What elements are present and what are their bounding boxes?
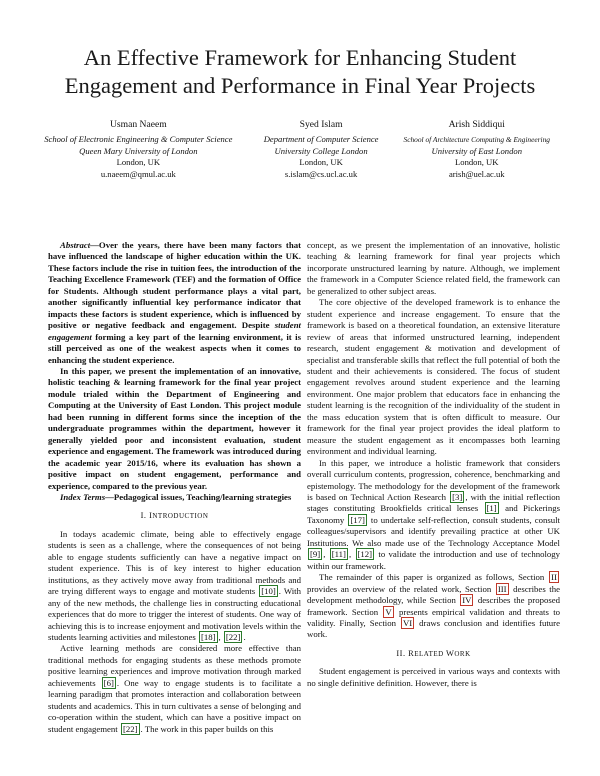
author-name: Syed Islam [299,119,343,130]
author-city: London, UK [116,157,161,168]
abstract-label: Abstract [60,240,91,250]
intro-paragraph-4: In this paper, we introduce a holistic framework that considers overall curriculum contents, progression, coherence, benchmarking and epistemology. The methodology for the development of the framework is based on Technical Action Research [3] , with the initial reflection stages constituting Brookfields critical lenses [1] and Pickerings Taxonomy [17] to undertake self-reflection, consult students, consult colleagues/supervisors and identify prevailing practice at other UK Institutions. We also made use of the Technology Acceptance Model [9] , [11] , [12] to validate the introduction and use of technology within our framework. [307,457,561,571]
section-link[interactable]: VI [402,617,413,628]
author-3 [400,118,554,180]
emphasis-student-engagement: student engagement [48,320,301,342]
author-email: u.naeem@qmul.ac.uk [100,168,176,179]
author-institution: University of East London [431,145,522,156]
author-1 [36,118,241,180]
section-link[interactable]: V [385,606,392,617]
intro-paragraph-1: In todays academic climate, being able to effectively engage students is seen as a challenge, where the consequences of not being able to engage students sufficiently can have a negative impact on student experience. This is of key interest to higher education institutions, as they actively move away from traditional methods and are trying different ways to engage and motivate students [10] . With any of the new methods, the challenge lies in constructing educational experiences that do more to trigger the interest of students. One way of achieving this is to increase enjoyment and motivation levels within the students learning activities and milestones [18] , [22] . [48,528,301,642]
section-link[interactable]: IV [462,595,472,606]
intro-paragraph-2: Active learning methods are considered more effective than traditional methods for engaging students as these methods promote positive learning experiences and improve motivation through marked achievements [6] . One way to engage students is to facilitate a learning paradigm that promotes interaction and collaboration between students and academics. This in turn cultivates a sense of belonging and co-operation within the student, which can have a positive impact on student engagement [22] . The work in this paper builds on this [48,643,301,734]
paper-title: An Effective Framework for Enhancing Student Engagement and Performance in Final Year Projects [64,45,536,98]
author-department: Department of Computer Science [263,134,379,144]
citation-link[interactable]: [6] [103,677,114,688]
author-department: School of Architecture Computing & Engineering [403,135,550,144]
author-email: s.islam@cs.ucl.ac.uk [284,168,358,179]
citation-link[interactable]: [11] [331,549,346,560]
author-institution: University College London [274,145,368,156]
index-terms-label: Index Terms [60,491,106,502]
abstract-paragraph-2: In this paper, we present the implementation of an innovative, holistic teaching & learning framework for the final year project module trialed within the Department of Engineering and Computing at the University of East London. This project module had been running in different forms since the inception of the undergraduate programmes within the department, however it generally yielded poor and inconsistent evaluation, student experience and engagement. The framework was introduced during the academic year 2015/16, where its evaluation has shown a positive impact on student engagement, performance and experience, compared to the previous year. [48,365,301,491]
author-block [46,118,554,180]
citation-link[interactable]: [1] [486,503,497,514]
intro-paragraph-2-continued: concept, as we present the implementation of an innovative, holistic teaching & learning framework for final year projects which incorporate unstructured learning by nature. Although, we implement the framework in a Computer Science related field, the framework can be generalized to other subject areas. [307,240,560,296]
author-name: Arish Siddiqui [448,119,505,130]
left-column [48,240,301,735]
section-link[interactable]: II [551,572,557,583]
related-work-paragraph-1: Student engagement is perceived in various ways and contexts with no single definitive definition. However, there is [307,666,560,688]
intro-paragraph-5: The remainder of this paper is organized as follows, Section II provides an overview of the related work, Section III describes the development methodology, while Section IV describes the proposed framework. Section V presents empirical validation and threats to validity. Finally, Section VI draws conclusion and identifies future work. [307,572,560,640]
citation-link[interactable]: [17] [350,514,365,525]
author-city: London, UK [299,157,343,168]
citation-link[interactable]: [12] [357,549,373,560]
author-department: School of Electronic Engineering & Computer Science [44,134,233,144]
author-name: Usman Naeem [109,119,167,130]
author-email: arish@uel.ac.uk [448,168,505,179]
section-heading-related-work: II. RELATED WORK [396,648,471,658]
intro-paragraph-3: The core objective of the developed framework is to enhance the student experience and increase engagement. To ensure that the framework is based on a theoretical foundation, an extensive literature review of areas that informed unstructured learning, independent research, student engagement & motivation and development of specialist and transferable skills that reflect the full potential of both the student and their achievements is considered. The focus of student engagement revolves around student experience and the learning environment. One major problem that educators face in enhancing the student learning is the recognition of the individuality of the student in the mass education system that is often difficult to measure. Our framework for the final year project provides the ideal platform to measure the student engagement as it encompasses both learning environment and individual learning. [307,297,560,457]
author-city: London, UK [455,157,499,168]
author-institution: Queen Mary University of London [79,145,198,156]
citation-link[interactable]: [22] [122,723,138,734]
citation-link[interactable]: [22] [225,631,241,642]
citation-link[interactable]: [9] [310,549,321,560]
section-heading-introduction: I. INTRODUCTION [140,511,209,521]
citation-link[interactable]: [3] [452,491,463,502]
abstract-paragraph-1: Abstract—Over the years, there have been many factors that have influenced the landscape of higher education within the UK. These factors include the rise in tuition fees, the introduction of the Teaching Excellence Framework (TEF) and the formation of Office for Students. Although student performance plays a vital part, another significantly influential key performance indicator that impacts these factors is student experience, which is influenced by positive or negative feedback and engagement. Despite student engagement forming a key part of the learning environment, it is still perceived as one of the weakest aspects when it comes to enhancing the student experience. [48,240,301,365]
author-2 [249,118,394,180]
index-terms: Index Terms—Pedagogical issues, Teaching/learning strategies [60,491,292,502]
right-column [307,240,560,689]
section-link[interactable]: III [497,583,507,594]
citation-link[interactable]: [10] [261,586,276,597]
citation-link[interactable]: [18] [200,631,216,642]
